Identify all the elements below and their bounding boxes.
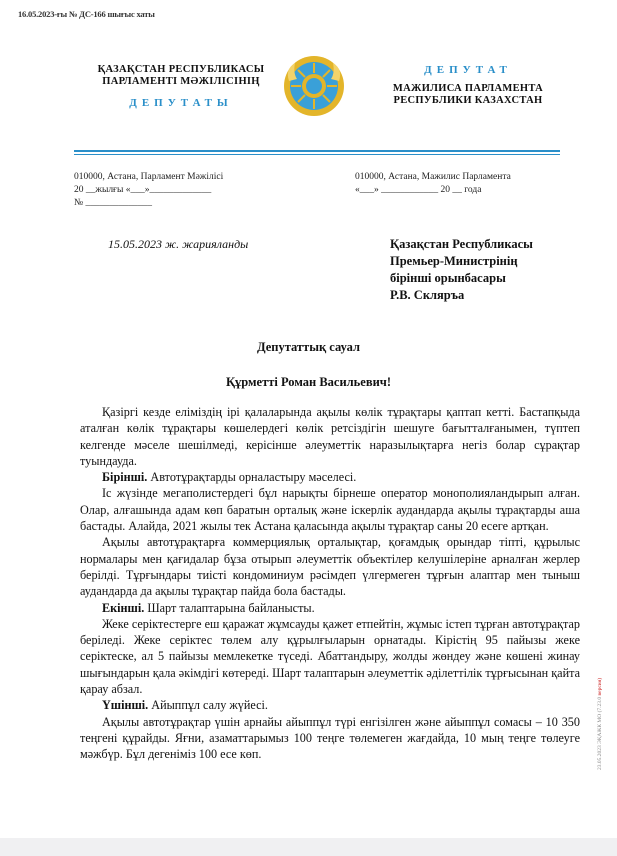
paragraph-8: Ақылы автотұрақтар үшін арнайы айыппұл түрі енгізілген және айыппұл сомасы – 10 350 теңгені құрайды. Яғни, азаматтарымыз 100 теңге төлемеген жағдайда, 10 мың теңге төлеуге мәжбүр. Бұл дегеніміз 100 есе көп. [80,714,580,762]
paragraph-7 [80,697,580,713]
section-3-heading: Үшінші. [102,698,149,713]
state-emblem-icon [283,55,345,117]
address-kz [74,171,223,210]
address-ru-line1: 010000, Астана, Мажилис Парламента [355,172,511,182]
viewer-bottom-bar [0,838,617,856]
document-title: Депутаттық сауал [256,340,361,354]
addressee-line4: Р.В. Скляръа [390,288,465,302]
header-divider-thick [74,150,560,152]
address-kz-line2: 20 __жылғы «___»_____________ [74,185,212,195]
section-3-title: Айыппұл салу жүйесі. [148,698,268,713]
document-body [80,404,580,763]
section-2-title: Шарт талаптарына байланысты. [144,600,315,615]
header-kz-deputy: ДЕПУТАТЫ [129,97,233,109]
address-kz-line1: 010000, Астана, Парламент Мәжілісі [74,172,224,182]
registration-number: 16.05.2023-ғы № ДС-166 шығыс хаты [18,9,155,19]
addressee-line2: Премьер-Министрінің [390,254,518,268]
paragraph-6: Жеке серіктестерге еш қаражат жұмсауды қажет етпейтін, жұмыс істеп тұрған автотұрақтар беріледі. Жеке серіктес төлем алу құрылғыларын орнатады. Кірістің 95 пайызы жеке серіктеске, ал 5 пайызы мемлекетке түседі. Абаттандыру, жолды жөндеу және көшені жинау шығындарын қала әкімдігі көтереді. Шарт талаптарын әлеуметтік әділеттілік тұрғысынан қайта қарау абзал. [80,616,580,697]
address-kz-line3: № ______________ [74,198,152,208]
addressee-line1: Қазақстан Республикасы [390,237,533,251]
addressee-block [390,236,533,304]
greeting: Құрметті Роман Васильевич! [225,375,392,389]
paragraph-2 [80,469,580,485]
paragraph-1: Қазіргі кезде еліміздің ірі қалаларында ақылы көлік тұрақтары қаптап кетті. Бастапқыда аталған көлік тұрақтары көшелердегі көлік ретсіздігін шешуге бағытталғанымен, түптеп келгенде мәселе шешілмеді, керісінше әлеуметтік наразылықтарға негіз болар сұрақтар туындауда. [80,405,580,468]
addressee-line3: бірінші орынбасары [390,271,506,285]
header-kz-line1: ҚАЗАҚСТАН РЕСПУБЛИКАСЫ [97,64,265,75]
header-kz-line2: ПАРЛАМЕНТІ МӘЖІЛІСІНІҢ [102,75,260,87]
header-ru-line3: РЕСПУБЛИКИ КАЗАХСТАН [393,94,543,106]
paragraph-5 [80,600,580,616]
section-2-heading: Екінші. [102,600,145,615]
header-ru-deputy: ДЕПУТАТ [424,64,512,76]
header-ru-title [383,83,553,106]
header-divider-thin [74,154,560,155]
address-ru [355,171,511,197]
section-1-heading: Бірінші. [102,470,148,485]
side-stamp [597,620,609,770]
side-stamp-version: версия) [597,677,603,696]
side-stamp-text: 23.05.2023 ЭҚАЖК МО (7.23.0 [597,695,603,770]
section-1-title: Автотұрақтарды орналастыру мәселесі. [147,470,357,485]
paragraph-4: Ақылы автотұрақтарға коммерциялық орталықтар, қоғамдық орындар тіпті, құрылыс нормалары мен қағидалар бұза отырып әлеуметтік объектілер келушілеріне арналған жерлер берілді. Тұрғындары тиісті кондоминиум рәсімдеп үлгермеген тұрғын алаптар мен тыныш аудандарда да ақылы тұрақтар пайда бола бастады. [80,535,580,599]
paragraph-3: Іс жүзінде мегаполистердегі бұл нарықты бірнеше оператор монополияландырып алған. Олар, алғашында адам көп баратын орталық және іскерлік аудандарда ақылы тұрақтарды аша бастады. Алайда, 2021 жылы тек Астана қаласында ақылы тұрақтар саны 20 есеге артқан. [80,486,580,534]
header-ru-line2: МАЖИЛИСА ПАРЛАМЕНТА [392,83,544,94]
header-kz-title [86,64,276,87]
address-ru-line2: «___» ____________ 20 __ года [355,185,482,195]
published-date: 15.05.2023 ж. жарияланды [108,237,249,251]
